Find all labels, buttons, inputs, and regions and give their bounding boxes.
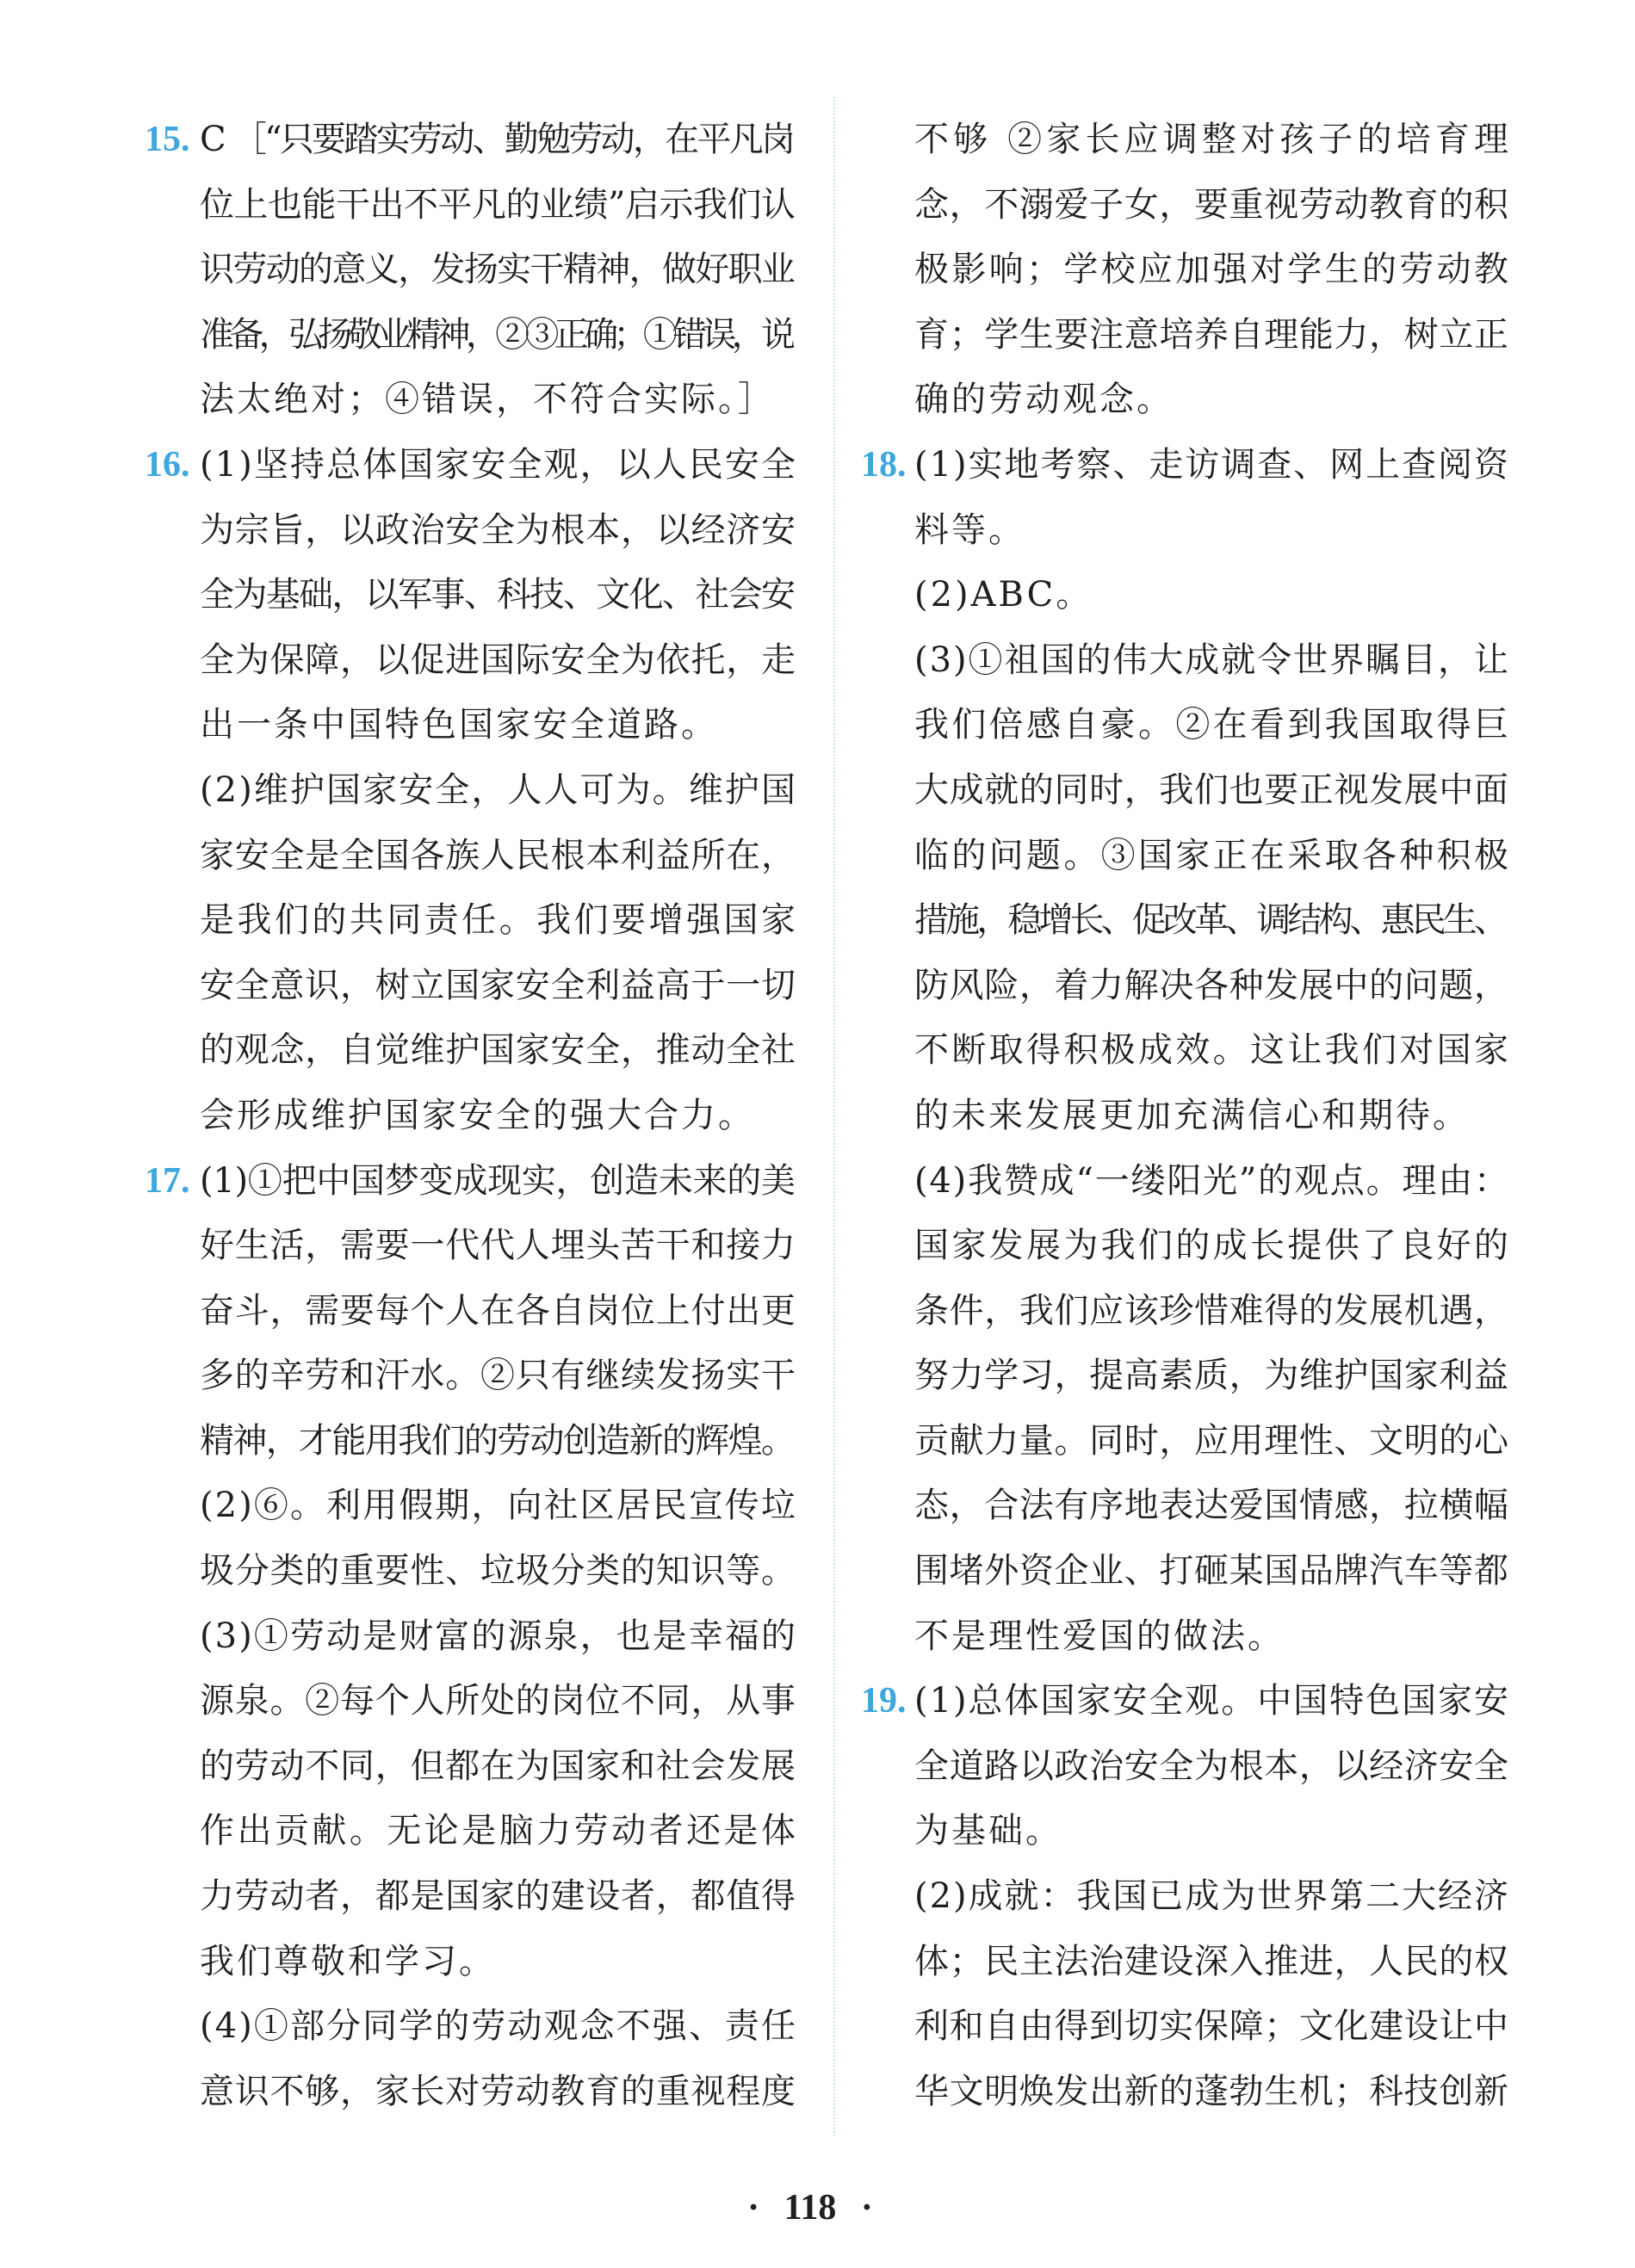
answer-line (200, 954, 796, 1019)
answer-line (200, 758, 796, 824)
answer-line-text: 的未来发展更加充满信心和期待。 (914, 1095, 1470, 1135)
answer-line-text: (4)我赞成“一缕阳光”的观点。理由： (914, 1160, 1510, 1201)
answer-line (914, 1930, 1508, 1995)
answer-line-text: 极影响；学校应加强对学生的劳动教 (914, 250, 1512, 290)
answer-line-text: 态，合法有序地表达爱国情感，拉横幅 (914, 1486, 1509, 1526)
answer-line (914, 2060, 1508, 2125)
answer-line (200, 1799, 799, 1864)
answer-line-text: 安全意识，树立国家安全利益高于一切 (200, 965, 796, 1005)
answer-line-text: 确的劳动观念。 (914, 380, 1174, 420)
answer-line (200, 824, 796, 889)
answer-item-16 (145, 433, 799, 1149)
answer-line-text: 大成就的同时，我们也要正视发展中面 (914, 769, 1509, 810)
answer-line (914, 1994, 1508, 2060)
answer-line (914, 1279, 1508, 1344)
answer-line-text: 措施，稳增长、促改革、调结构、惠民生、 (914, 900, 1506, 941)
answer-line (200, 238, 796, 303)
answer-line (914, 1214, 1512, 1279)
answer-line (914, 433, 1508, 498)
answer-line (200, 1018, 796, 1084)
answer-line (914, 368, 1508, 433)
answer-line-text: 国家发展为我们的成长提供了良好的 (914, 1226, 1512, 1266)
answer-line-text: 奋斗，需要每个人在各自岗位上付出更 (200, 1290, 796, 1331)
answer-line (914, 1018, 1512, 1084)
answer-line-text: 念，不溺爱子女，要重视劳动教育的积 (914, 184, 1509, 225)
question-number: 17. (145, 1160, 190, 1201)
answer-line-text: (1)实地考察、走访调查、网上查阅资 (914, 444, 1510, 485)
answer-line-text: 条件，我们应该珍惜难得的发展机遇， (914, 1290, 1509, 1331)
answer-line-text: 全为基础，以军事、科技、文化、社会安 (200, 575, 795, 615)
answer-line-text: 法太绝对；④错误，不符合实际。］ (200, 380, 775, 420)
answer-line (200, 1474, 796, 1539)
answer-line (914, 888, 1508, 954)
answer-line (914, 628, 1508, 694)
answer-line (200, 1734, 796, 1800)
answer-line (914, 108, 1514, 173)
answer-line-text: 不是理性爱国的做法。 (914, 1616, 1285, 1656)
answer-line-text: 努力学习，提高素质，为维护国家利益 (914, 1356, 1509, 1396)
answer-item-19 (861, 1669, 1508, 2124)
answer-line (914, 954, 1508, 1019)
answer-line-text: 会形成维护国家安全的强大合力。 (200, 1095, 755, 1135)
answer-line (200, 1604, 796, 1670)
answer-line (200, 2060, 796, 2125)
answer-line (200, 1994, 796, 2060)
answer-line (200, 693, 796, 758)
answer-line-text: 不断取得积极成效。这让我们对国家 (914, 1030, 1512, 1071)
answer-line (200, 368, 796, 433)
answer-line (914, 824, 1512, 889)
answer-line-text: 是我们的共同责任。我们要增强国家 (200, 900, 799, 941)
answer-line-text: (2)ABC。 (914, 575, 1093, 615)
answer-line-text: 识劳动的意义，发扬实干精神，做好职业 (200, 250, 795, 290)
answer-line (200, 1084, 796, 1149)
answer-line (914, 693, 1512, 758)
question-number: 19. (861, 1681, 907, 1721)
page-number: · 118 · (747, 2188, 873, 2228)
question-number: 16. (145, 444, 190, 485)
answer-line (914, 1084, 1508, 1149)
answer-line-text: 体；民主法治建设深入推进，人民的权 (914, 1941, 1509, 1981)
answer-line-text: 的劳动不同，但都在为国家和社会发展 (200, 1746, 796, 1786)
answer-line-text: 力劳动者，都是国家的建设者，都值得 (200, 1876, 796, 1917)
answer-line-text: 临的问题。③国家正在采取各种积极 (914, 835, 1512, 875)
answer-line-text: (1)坚持总体国家安全观，以人民安全 (200, 444, 798, 485)
answer-line (200, 563, 796, 628)
answer-line (914, 238, 1512, 303)
answer-line-text: 利和自由得到切实保障；文化建设让中 (914, 2006, 1509, 2047)
answer-line (200, 498, 796, 564)
answer-line-text: 全为保障，以促进国际安全为依托，走 (200, 640, 796, 680)
answer-line (914, 498, 1508, 564)
answer-line-text: 华文明焕发出新的蓬勃生机；科技创新 (914, 2071, 1509, 2111)
answer-line (200, 1864, 796, 1930)
answer-line-text: 贡献力量。同时，应用理性、文明的心 (914, 1420, 1509, 1461)
answer-line (914, 1669, 1508, 1734)
answer-line-text: 育；学生要注意培养自理能力，树立正 (914, 314, 1509, 355)
answer-line-text: 全道路以政治安全为根本，以经济安全 (914, 1746, 1509, 1786)
answer-line-text: (3)①劳动是财富的源泉，也是幸福的 (200, 1616, 798, 1656)
answer-line-text: 作出贡献。无论是脑力劳动者还是体 (200, 1811, 799, 1851)
answer-line-text: 家安全是全国各族人民根本利益所在， (200, 835, 796, 875)
answer-line-text: 多的辛劳和汗水。②只有继续发扬实干 (200, 1356, 796, 1396)
answer-line-text: 精神，才能用我们的劳动创造新的辉煌。 (200, 1420, 795, 1461)
answer-item-continued (861, 108, 1514, 433)
answer-line-text: (3)①祖国的伟大成就令世界瞩目，让 (914, 640, 1510, 680)
answer-line (914, 1409, 1508, 1474)
answer-line-text: 出一条中国特色国家安全道路。 (200, 705, 718, 745)
answer-line (200, 108, 796, 173)
answer-line-text: (2)维护国家安全，人人可为。维护国 (200, 769, 798, 810)
answer-line (200, 1214, 796, 1279)
answer-line (914, 563, 1508, 628)
answer-line (200, 1930, 796, 1995)
answer-line-text: 的观念，自觉维护国家安全，推动全社 (200, 1030, 796, 1071)
answer-line-text: 不够 ②家长应调整对孩子的培育理 (914, 120, 1514, 159)
answer-line-text: 防风险，着力解决各种发展中的问题， (914, 965, 1509, 1005)
answer-line (200, 628, 796, 694)
answer-line (914, 1344, 1508, 1409)
answer-line-text: 料等。 (914, 510, 1025, 550)
column-divider (833, 96, 835, 2136)
answer-line (914, 173, 1508, 238)
answer-line (200, 303, 796, 368)
answer-line (200, 1669, 796, 1734)
answer-item-17 (145, 1149, 799, 2125)
answer-line (914, 1864, 1508, 1930)
left-column (145, 108, 799, 2124)
answer-line-text: 围堵外资企业、打砸某国品牌汽车等都 (914, 1551, 1509, 1591)
answer-line (914, 1799, 1508, 1864)
answer-line-text: 圾分类的重要性、垃圾分类的知识等。 (200, 1551, 796, 1591)
question-number: 15. (145, 120, 190, 159)
right-column (861, 108, 1514, 2124)
answer-line (200, 1279, 796, 1344)
answer-line-text: 好生活，需要一代代人埋头苦干和接力 (200, 1226, 796, 1266)
answer-line (200, 433, 796, 498)
answer-line-text: (2)⑥。利用假期，向社区居民宣传垃 (200, 1486, 798, 1526)
answer-line-text: (4)①部分同学的劳动观念不强、责任 (200, 2006, 798, 2047)
answer-line-text: C ［“只要踏实劳动、勤勉劳动，在平凡岗 (200, 120, 794, 159)
answer-line (200, 1344, 796, 1409)
answer-line-text: 为基础。 (914, 1811, 1062, 1851)
answer-line-text: 准备，弘扬敬业精神，②③正确；①错误，说 (200, 314, 791, 355)
answer-line (914, 1149, 1508, 1214)
answer-line (914, 303, 1508, 368)
answer-line-text: 为宗旨，以政治安全为根本，以经济安 (200, 510, 796, 550)
answer-line (914, 1474, 1508, 1539)
answer-line (914, 1539, 1508, 1604)
answer-item-18 (861, 433, 1512, 1669)
answer-line (200, 1409, 796, 1474)
answer-line-text: 我们尊敬和学习。 (200, 1941, 496, 1981)
answer-line (200, 173, 796, 238)
answer-line-text: (2)成就：我国已成为世界第二大经济 (914, 1876, 1510, 1917)
answer-line-text: (1)总体国家安全观。中国特色国家安 (914, 1681, 1510, 1721)
answer-line (914, 758, 1508, 824)
answer-line-text: 源泉。②每个人所处的岗位不同，从事 (200, 1681, 796, 1721)
answer-line (200, 1539, 796, 1604)
answer-line-text: 意识不够，家长对劳动教育的重视程度 (200, 2071, 796, 2111)
question-number: 18. (861, 444, 907, 485)
answer-line-text: 我们倍感自豪。②在看到我国取得巨 (914, 705, 1512, 745)
answer-line (914, 1604, 1508, 1670)
answer-line (200, 1149, 796, 1214)
answer-line-text: (1)①把中国梦变成现实，创造未来的美 (200, 1160, 796, 1201)
answer-item-15 (145, 108, 796, 433)
answer-line (914, 1734, 1508, 1800)
answer-line-text: 位上也能干出不平凡的业绩”启示我们认 (200, 184, 796, 225)
answer-line (200, 888, 799, 954)
